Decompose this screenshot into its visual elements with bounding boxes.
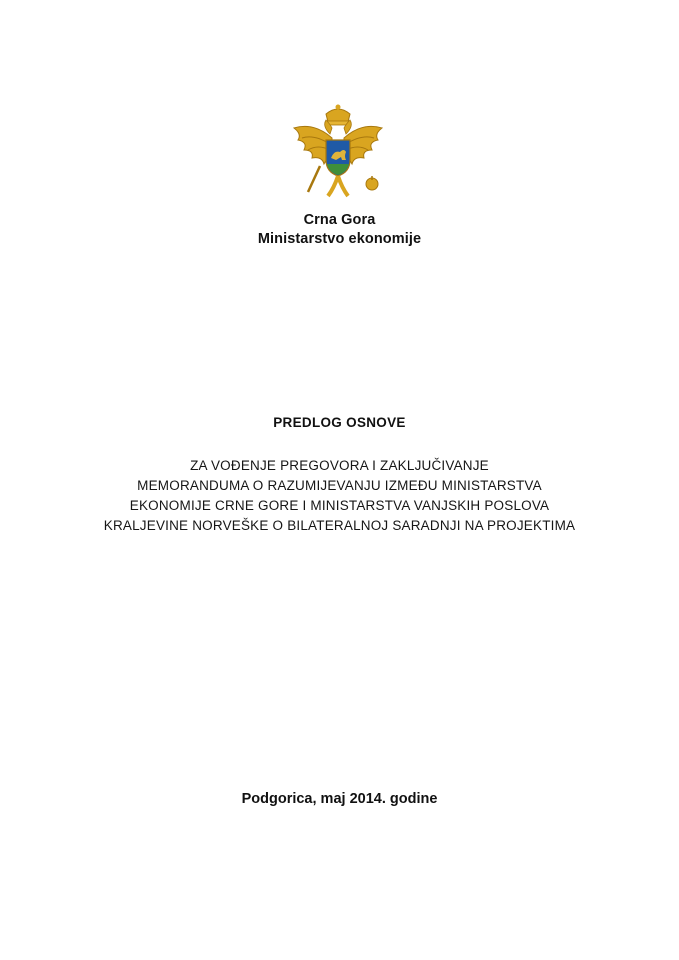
subtitle-line: EKONOMIJE CRNE GORE I MINISTARSTVA VANJSKIH POSLOVA	[129, 498, 550, 513]
place-date: Podgorica, maj 2014. godine	[241, 791, 438, 807]
subtitle-line: KRALJEVINE NORVEŠKE O BILATERALNOJ SARADNJI NA PROJEKTIMA	[103, 518, 576, 533]
subtitle-line: MEMORANDUMA O RAZUMIJEVANJU IZMEĐU MINISTARSTVA	[137, 478, 542, 493]
document-title: PREDLOG OSNOVE	[273, 415, 406, 430]
ministry-name: Ministarstvo ekonomije	[257, 231, 422, 247]
document-subtitle	[0, 456, 679, 536]
coat-of-arms-icon	[284, 104, 392, 208]
country-name: Crna Gora	[303, 212, 376, 228]
subtitle-line: ZA VOĐENJE PREGOVORA I ZAKLJUČIVANJE	[190, 458, 489, 473]
